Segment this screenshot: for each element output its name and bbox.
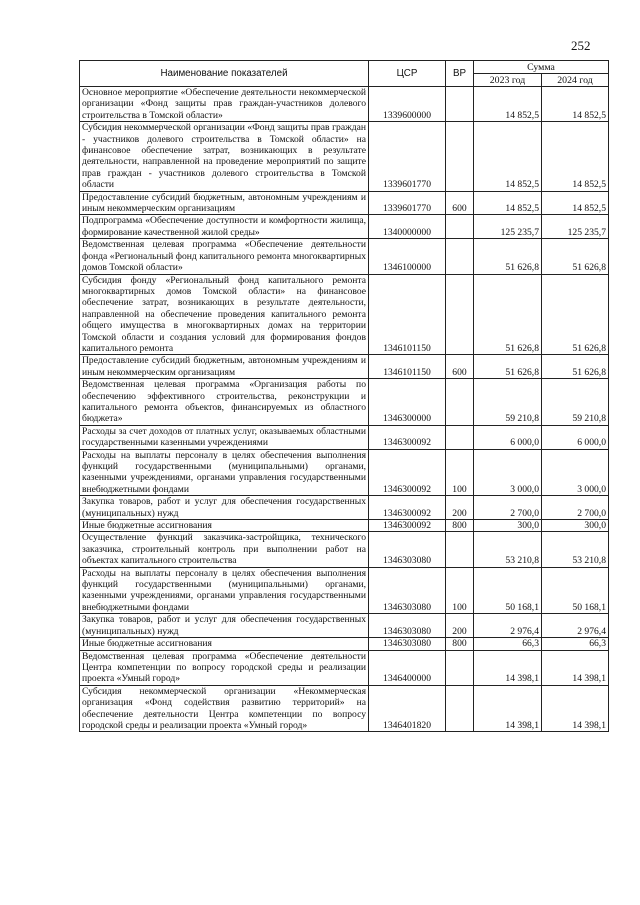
row-amount-2023: 59 210,8	[474, 379, 542, 426]
row-amount-2023: 300,0	[474, 520, 542, 532]
row-name: Ведомственная целевая программа «Обеспечение деятельности фонда «Региональный фонд капитального ремонта многоквартирных домов Томской области»	[80, 239, 369, 274]
row-amount-2023: 14 852,5	[474, 87, 542, 122]
row-name: Иные бюджетные ассигнования	[80, 638, 369, 650]
row-name: Основное мероприятие «Обеспечение деятельности некоммерческой организации «Фонд защиты прав граждан-участников долевого строительства в Томской области»	[80, 87, 369, 122]
row-csr: 1346303080	[369, 614, 446, 638]
table-row	[80, 215, 609, 239]
row-name: Закупка товаров, работ и услуг для обеспечения государственных (муниципальных) нужд	[80, 496, 369, 520]
row-vr	[446, 239, 474, 274]
row-name: Предоставление субсидий бюджетным, автономным учреждениям и иным некоммерческим организациям	[80, 355, 369, 379]
header-csr: ЦСР	[369, 61, 446, 87]
row-csr: 1339601770	[369, 191, 446, 215]
table-row	[80, 379, 609, 426]
table-row	[80, 614, 609, 638]
row-amount-2024: 125 235,7	[542, 215, 609, 239]
row-amount-2024: 6 000,0	[542, 425, 609, 449]
row-vr: 200	[446, 496, 474, 520]
row-amount-2023: 14 852,5	[474, 191, 542, 215]
table-row	[80, 239, 609, 274]
row-csr: 1346100000	[369, 239, 446, 274]
table-row	[80, 520, 609, 532]
table-row	[80, 685, 609, 732]
row-vr: 200	[446, 614, 474, 638]
table-row	[80, 122, 609, 191]
row-amount-2024: 51 626,8	[542, 274, 609, 355]
row-vr: 800	[446, 520, 474, 532]
row-vr	[446, 532, 474, 567]
table-row	[80, 496, 609, 520]
row-name: Закупка товаров, работ и услуг для обеспечения государственных (муниципальных) нужд	[80, 614, 369, 638]
row-vr	[446, 685, 474, 732]
row-amount-2024: 53 210,8	[542, 532, 609, 567]
row-amount-2024: 59 210,8	[542, 379, 609, 426]
table-row	[80, 274, 609, 355]
table-row	[80, 191, 609, 215]
row-amount-2023: 51 626,8	[474, 274, 542, 355]
row-amount-2023: 2 976,4	[474, 614, 542, 638]
header-sum: Сумма	[474, 61, 609, 74]
row-vr	[446, 425, 474, 449]
row-amount-2024: 51 626,8	[542, 239, 609, 274]
row-csr: 1346303080	[369, 638, 446, 650]
row-amount-2024: 14 852,5	[542, 122, 609, 191]
row-csr: 1339601770	[369, 122, 446, 191]
row-name: Ведомственная целевая программа «Организация работы по обеспечению эффективного строительства, реконструкции и капитального ремонта объектов, финансируемых из областного бюджета»	[80, 379, 369, 426]
row-csr: 1346300092	[369, 449, 446, 496]
header-vr: ВР	[446, 61, 474, 87]
row-vr: 100	[446, 567, 474, 614]
row-amount-2023: 51 626,8	[474, 355, 542, 379]
row-csr: 1346300092	[369, 520, 446, 532]
row-amount-2023: 14 398,1	[474, 685, 542, 732]
row-amount-2023: 51 626,8	[474, 239, 542, 274]
header-year-2024: 2024 год	[542, 74, 609, 87]
table-body	[80, 87, 609, 732]
header-name: Наименование показателей	[80, 61, 369, 87]
row-amount-2023: 14 852,5	[474, 122, 542, 191]
table-row	[80, 638, 609, 650]
table-row	[80, 532, 609, 567]
row-amount-2024: 14 398,1	[542, 650, 609, 685]
row-amount-2024: 50 168,1	[542, 567, 609, 614]
table-row	[80, 355, 609, 379]
table-row	[80, 87, 609, 122]
row-amount-2024: 2 700,0	[542, 496, 609, 520]
row-csr: 1340000000	[369, 215, 446, 239]
row-csr: 1346303080	[369, 532, 446, 567]
row-amount-2024: 3 000,0	[542, 449, 609, 496]
row-amount-2023: 53 210,8	[474, 532, 542, 567]
table-row	[80, 650, 609, 685]
row-csr: 1339600000	[369, 87, 446, 122]
row-vr	[446, 215, 474, 239]
row-vr: 100	[446, 449, 474, 496]
row-vr	[446, 274, 474, 355]
row-vr: 800	[446, 638, 474, 650]
row-amount-2023: 2 700,0	[474, 496, 542, 520]
row-amount-2023: 6 000,0	[474, 425, 542, 449]
row-name: Осуществление функций заказчика-застройщика, технического заказчика, строительный контроль при выполнении работ на объектах капитального строительства	[80, 532, 369, 567]
row-amount-2024: 51 626,8	[542, 355, 609, 379]
row-csr: 1346300000	[369, 379, 446, 426]
row-amount-2024: 14 852,5	[542, 191, 609, 215]
row-csr: 1346101150	[369, 355, 446, 379]
row-name: Подпрограмма «Обеспечение доступности и комфортности жилища, формирование качественной жилой среды»	[80, 215, 369, 239]
row-vr: 600	[446, 355, 474, 379]
row-vr	[446, 87, 474, 122]
row-amount-2024: 2 976,4	[542, 614, 609, 638]
row-name: Расходы на выплаты персоналу в целях обеспечения выполнения функций государственными (муниципальными) органами, казенными учреждениями, органами управления государственными внебюджетными фондами	[80, 449, 369, 496]
row-name: Субсидия фонду «Региональный фонд капитального ремонта многоквартирных домов Томской области» на финансовое обеспечение затрат, возникающих в результате деятельности, направленной на обеспечение проведения капитального ремонта общего имущества в многоквартирных домах на территории Томской области и создания условий для формирования фондов капитального ремонта	[80, 274, 369, 355]
row-csr: 1346300092	[369, 425, 446, 449]
row-amount-2023: 14 398,1	[474, 650, 542, 685]
row-name: Субсидия некоммерческой организации «Некоммерческая организация «Фонд содействия развитию территорий» на обеспечение деятельности Центра компетенции по вопросу городской среды и реализации проекта «Умный город»	[80, 685, 369, 732]
row-amount-2023: 66,3	[474, 638, 542, 650]
row-amount-2023: 50 168,1	[474, 567, 542, 614]
page-number: 252	[571, 38, 591, 53]
row-amount-2023: 125 235,7	[474, 215, 542, 239]
table-row	[80, 425, 609, 449]
row-vr	[446, 650, 474, 685]
row-amount-2024: 300,0	[542, 520, 609, 532]
row-csr: 1346101150	[369, 274, 446, 355]
row-name: Субсидия некоммерческой организации «Фонд защиты прав граждан - участников долевого строительства в Томской области» на финансовое обеспечение затрат, возникающих в результате деятельности, направленной на проведение мероприятий по защите прав граждан - участников долевого строительства в Томской области	[80, 122, 369, 191]
row-name: Предоставление субсидий бюджетным, автономным учреждениям и иным некоммерческим организациям	[80, 191, 369, 215]
table-row	[80, 449, 609, 496]
row-name: Иные бюджетные ассигнования	[80, 520, 369, 532]
row-amount-2024: 66,3	[542, 638, 609, 650]
row-vr	[446, 122, 474, 191]
row-csr: 1346303080	[369, 567, 446, 614]
row-amount-2023: 3 000,0	[474, 449, 542, 496]
budget-table	[79, 60, 609, 732]
row-csr: 1346300092	[369, 496, 446, 520]
row-csr: 1346401820	[369, 685, 446, 732]
table-row	[80, 567, 609, 614]
row-amount-2024: 14 852,5	[542, 87, 609, 122]
row-vr	[446, 379, 474, 426]
row-name: Расходы за счет доходов от платных услуг, оказываемых областными государственными казенными учреждениями	[80, 425, 369, 449]
row-vr: 600	[446, 191, 474, 215]
row-csr: 1346400000	[369, 650, 446, 685]
row-amount-2024: 14 398,1	[542, 685, 609, 732]
row-name: Расходы на выплаты персоналу в целях обеспечения выполнения функций государственными (муниципальными) органами, казенными учреждениями, органами управления государственными внебюджетными фондами	[80, 567, 369, 614]
row-name: Ведомственная целевая программа «Обеспечение деятельности Центра компетенции по вопросу городской среды и реализации проекта «Умный город»	[80, 650, 369, 685]
header-year-2023: 2023 год	[474, 74, 542, 87]
